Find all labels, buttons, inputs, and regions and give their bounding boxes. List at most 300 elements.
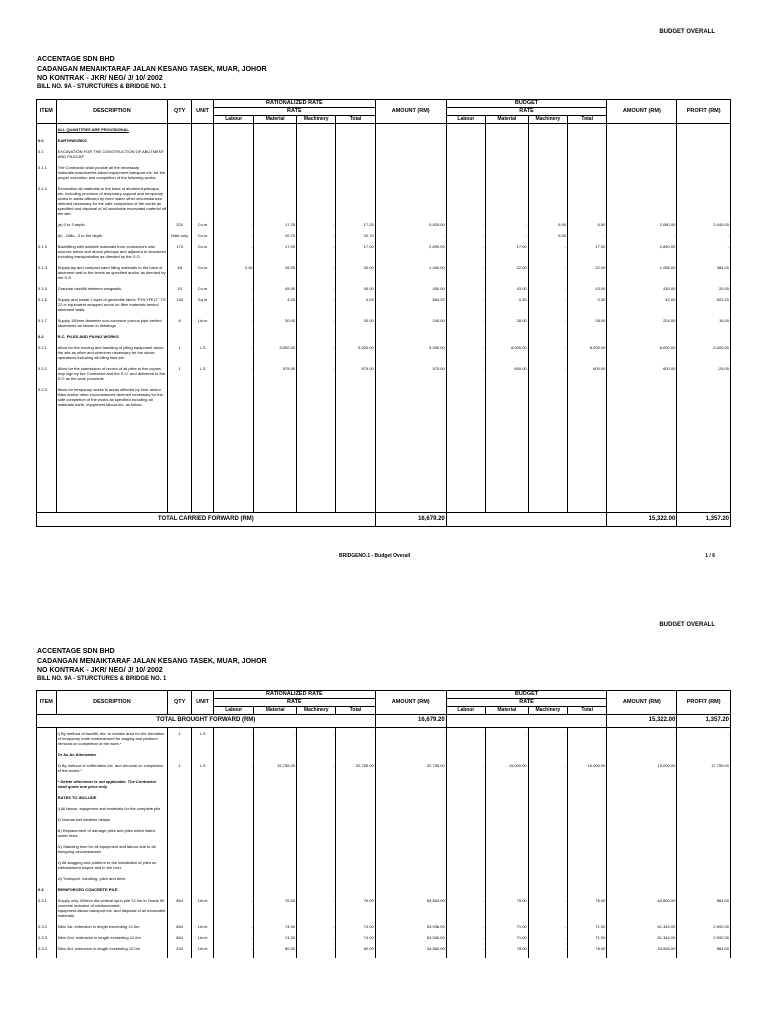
filler-cell: [567, 410, 606, 512]
item-amount: [375, 183, 446, 219]
col-material: Material: [254, 115, 297, 123]
item-unit: [192, 873, 214, 884]
budget-labour: [446, 814, 485, 825]
item-amount: 240.00: [375, 315, 446, 331]
rate-labour: 3.10: [214, 262, 254, 283]
item-profit: [677, 749, 731, 760]
budget-total: 43.00: [567, 283, 606, 294]
budget-material: [486, 873, 529, 884]
table-row: [37, 262, 731, 283]
budget-total: [567, 873, 606, 884]
rate-machinery: [297, 162, 336, 183]
table-row: [37, 294, 731, 315]
item-amount: -: [375, 727, 446, 749]
table-row: [37, 792, 731, 803]
budget-material: 28.00: [486, 315, 529, 331]
rate-labour: [214, 841, 254, 857]
col-total: Total: [336, 706, 375, 714]
rate-labour: [214, 135, 254, 146]
rate-machinery: -: [297, 342, 336, 363]
item-number: [37, 219, 57, 230]
rate-total: 74.00: [336, 932, 375, 943]
table-row: [37, 895, 731, 921]
item-profit: 384.00: [677, 262, 731, 283]
budget-material: [486, 135, 529, 146]
rate-material: 17.25: [254, 219, 297, 230]
item-amount: [375, 873, 446, 884]
table-row: [37, 384, 731, 410]
rate-machinery: [297, 776, 336, 792]
budget-material: [486, 146, 529, 162]
item-profit: 864.00: [677, 895, 731, 921]
rate-material: [254, 776, 297, 792]
filler-cell: [297, 954, 336, 958]
budget-machinery: [528, 841, 567, 857]
item-description: EARTHWORKS: [56, 135, 167, 146]
col-budget: BUDGET: [446, 100, 607, 108]
budget-machinery: [528, 384, 567, 410]
item-number: 0.1.5: [37, 283, 57, 294]
item-amount: -: [375, 230, 446, 241]
item-unit: Lin.m: [192, 932, 214, 943]
rate-material: [254, 825, 297, 841]
budget-labour: -: [446, 262, 485, 283]
rate-labour: [214, 814, 254, 825]
item-number: 0.2.1: [37, 342, 57, 363]
rate-machinery: -: [297, 219, 336, 230]
budget-amount: 224.00: [607, 315, 677, 331]
budget-total: 0.30: [567, 294, 606, 315]
item-number: 0.3.3: [37, 932, 57, 943]
rate-machinery: [297, 825, 336, 841]
item-profit: [677, 814, 731, 825]
table-row: [37, 873, 731, 884]
item-description: RATES TO INCLUDE: [56, 792, 167, 803]
filler-cell: [607, 954, 677, 958]
rate-material: 74.00: [254, 921, 297, 932]
item-amount: [375, 162, 446, 183]
rate-machinery: -: [297, 932, 336, 943]
item-unit: L.S: [192, 727, 214, 749]
budget-total: 71.00: [567, 921, 606, 932]
rate-material: [254, 162, 297, 183]
item-unit: L.S: [192, 760, 214, 776]
col-rate: RATE: [214, 698, 376, 706]
col-profit: PROFIT (RM): [677, 100, 731, 124]
col-machinery: Machinery: [297, 115, 336, 123]
table-filler-row: [37, 410, 731, 512]
table-row: [37, 921, 731, 932]
item-qty: 1: [168, 760, 192, 776]
budget-total: -: [567, 727, 606, 749]
filler-cell: [168, 410, 192, 512]
rate-total: [336, 146, 375, 162]
item-amount: 34,560.00: [375, 943, 446, 954]
item-qty: 864: [168, 895, 192, 921]
item-profit: 20.00: [677, 283, 731, 294]
rate-machinery: [297, 384, 336, 410]
item-description: iii) Replacement of damage piles and piles which failed under tests: [56, 825, 167, 841]
rate-material: 45.00: [254, 283, 297, 294]
budget-labour: [446, 123, 485, 135]
item-description: Allow for the moving and handling of piling equipment about the site as often and wherever necessary for the whole operations including all idling time,etc.: [56, 342, 167, 363]
item-qty: 8: [168, 315, 192, 331]
col-budget-machinery: Machinery: [528, 706, 567, 714]
budget-total: 78.00: [567, 943, 606, 954]
item-description: The Contractor shall provide all the necessary materials,machineries,labour,equipment,transport etc. for the proper execution and completion of the following works:: [56, 162, 167, 183]
item-profit: [677, 123, 731, 135]
rate-total: 4.03: [336, 294, 375, 315]
item-profit: [677, 384, 731, 410]
item-description: Allow for temporary works in areas affected by river and/or tides and/or other circumstances deemed necessary for the safe completion of the works as specified,including all materials earth, equipment,labour,etc. as follow:: [56, 384, 167, 410]
budget-amount: [607, 873, 677, 884]
item-description: Supply,lay and compact sand filling materials to the back of abutment wall to the levels as specified and/or as directed by the S.O: [56, 262, 167, 283]
budget-machinery: [528, 814, 567, 825]
item-profit: [677, 146, 731, 162]
item-profit: 17,755.00: [677, 760, 731, 776]
item-number: 0.2: [37, 331, 57, 342]
item-unit: Cu.m: [192, 230, 214, 241]
budget-total: [567, 814, 606, 825]
item-unit: [192, 841, 214, 857]
budget-total: 15,000.00: [567, 760, 606, 776]
item-unit: Cu.m: [192, 241, 214, 262]
rate-labour: [214, 384, 254, 410]
table-row: [37, 123, 731, 135]
item-qty: 140: [168, 294, 192, 315]
item-unit: Lin.m: [192, 921, 214, 932]
item-qty: [168, 162, 192, 183]
budget-labour: -: [446, 895, 485, 921]
item-profit: -: [677, 230, 731, 241]
budget-machinery: -: [528, 943, 567, 954]
filler-cell: [336, 954, 375, 958]
budget-labour: [446, 384, 485, 410]
page-label: BUDGET OVERALL: [659, 29, 715, 35]
rate-machinery: -: [297, 895, 336, 921]
filler-cell: [375, 410, 446, 512]
budget-machinery: [528, 884, 567, 895]
table-row: [37, 825, 731, 841]
rate-total: [336, 803, 375, 814]
budget-machinery: [528, 162, 567, 183]
company-name: ACCENTAGE SDN BHD: [37, 648, 115, 655]
item-description: Excavation all materials to the base of abutment,pilecaps, etc. including provision of temporary support and temporary works in areas affected by river/ water other circumstances deemed necessary for the safe completion of the works as specified and disposal of all unsuitable excavated material off the site.: [56, 183, 167, 219]
item-number: 0.2.2: [37, 363, 57, 384]
item-number: [37, 760, 57, 776]
item-number: [37, 727, 57, 749]
rate-material: 80.00: [254, 943, 297, 954]
item-qty: [168, 776, 192, 792]
budget-labour: [446, 331, 485, 342]
rate-labour: -: [214, 219, 254, 230]
rate-labour: [214, 123, 254, 135]
budget-amount: 64,800.00: [607, 895, 677, 921]
item-unit: [192, 162, 214, 183]
budget-material: 71.00: [486, 921, 529, 932]
filler-cell: [168, 954, 192, 958]
rate-machinery: -: [297, 283, 336, 294]
budget-machinery: [528, 825, 567, 841]
item-profit: 864.00: [677, 943, 731, 954]
budget-amount: [607, 749, 677, 760]
rate-material: 4.03: [254, 294, 297, 315]
budget-amount: 600.00: [607, 363, 677, 384]
budget-machinery: -: [528, 760, 567, 776]
item-amount: 564.20: [375, 294, 446, 315]
item-profit: 3,440.00: [677, 219, 731, 230]
budget-total: [567, 183, 606, 219]
item-qty: [168, 884, 192, 895]
item-unit: L.S: [192, 363, 214, 384]
rate-machinery: -: [297, 943, 336, 954]
bill-number: BILL NO. 9A - STURCTURES & BRIDGE NO. 1: [37, 84, 167, 90]
rate-machinery: -: [297, 727, 336, 749]
budget-labour: -: [446, 932, 485, 943]
bq-table: [36, 690, 731, 958]
rate-material: [254, 123, 297, 135]
project-title: CADANGAN MENAIKTARAF JALAN KESANG TASEK, MUAR, JOHOR: [37, 66, 267, 73]
rate-material: [254, 135, 297, 146]
item-amount: 63,936.00: [375, 932, 446, 943]
rate-machinery: [297, 123, 336, 135]
budget-material: [486, 884, 529, 895]
table-row: [37, 760, 731, 776]
budget-machinery: -: [528, 283, 567, 294]
item-amount: 2,890.00: [375, 241, 446, 262]
budget-material: 15,000.00: [486, 760, 529, 776]
rate-machinery: [297, 146, 336, 162]
rate-machinery: -: [297, 241, 336, 262]
item-unit: Lin.m: [192, 315, 214, 331]
item-number: 0.1.4: [37, 262, 57, 283]
rate-material: [254, 183, 297, 219]
bf-amount: 16,679.20: [375, 714, 446, 727]
item-unit: [192, 776, 214, 792]
col-budget-amount: AMOUNT (RM): [607, 100, 677, 124]
item-qty: 170: [168, 241, 192, 262]
rate-total: [336, 884, 375, 895]
rate-total: 17.25: [336, 219, 375, 230]
item-number: 0.3.1: [37, 895, 57, 921]
col-profit: PROFIT (RM): [677, 691, 731, 715]
item-qty: [168, 183, 192, 219]
item-qty: [168, 792, 192, 803]
rate-material: 20.70: [254, 230, 297, 241]
budget-total: [567, 857, 606, 873]
item-number: 0.3: [37, 884, 57, 895]
rate-machinery: -: [297, 760, 336, 776]
budget-material: [486, 814, 529, 825]
item-number: [37, 792, 57, 803]
budget-machinery: [528, 331, 567, 342]
rate-material: [254, 814, 297, 825]
item-description: Supply and install 1 layer of geotextile fabric "POLYFELT" TS 22 or equivalent wrapped round on filter materials behind abutment walls.: [56, 294, 167, 315]
budget-amount: [607, 803, 677, 814]
budget-labour: -: [446, 283, 485, 294]
total-brought-forward-row: [37, 714, 731, 727]
budget-labour: [446, 183, 485, 219]
item-unit: L.S: [192, 342, 214, 363]
budget-amount: 61,344.00: [607, 921, 677, 932]
item-number: [37, 814, 57, 825]
item-qty: [168, 135, 192, 146]
item-qty: 864: [168, 932, 192, 943]
item-description: Allow for the submission of record of all piles in five copies duly sign by the Contractor and the S.O. and delivered to the S.O as the work proceeds: [56, 363, 167, 384]
rate-machinery: [297, 814, 336, 825]
filler-cell: [214, 410, 254, 512]
filler-cell: [677, 954, 731, 958]
page-label: BUDGET OVERALL: [659, 622, 715, 628]
budget-amount: [607, 183, 677, 219]
item-number: 0.1.2: [37, 183, 57, 219]
budget-amount: [607, 135, 677, 146]
filler-cell: [37, 954, 57, 958]
budget-labour: [446, 841, 485, 857]
budget-total: 28.00: [567, 315, 606, 331]
budget-material: [486, 331, 529, 342]
rate-material: [254, 841, 297, 857]
rate-material: [254, 749, 297, 760]
item-profit: [677, 135, 731, 146]
rate-machinery: [297, 857, 336, 873]
item-description: (b) - Ditto - 3 to 5m depth: [56, 230, 167, 241]
budget-machinery: [528, 146, 567, 162]
item-qty: [168, 825, 192, 841]
table-row: [37, 331, 731, 342]
rate-labour: [214, 146, 254, 162]
item-amount: [375, 749, 446, 760]
budget-labour: -: [446, 943, 485, 954]
item-profit: 16.00: [677, 315, 731, 331]
rate-total: [336, 792, 375, 803]
budget-labour: [446, 857, 485, 873]
item-amount: [375, 814, 446, 825]
item-amount: 1,440.00: [375, 262, 446, 283]
rate-labour: -: [214, 932, 254, 943]
item-qty: 10: [168, 283, 192, 294]
budget-amount: 42.00: [607, 294, 677, 315]
rate-labour: -: [214, 760, 254, 776]
col-budget-material: Material: [486, 706, 529, 714]
item-description: Ditto 2nd. extension in length exceeding 12.0m: [56, 932, 167, 943]
rate-total: 20.70: [336, 230, 375, 241]
item-unit: [192, 146, 214, 162]
rate-total: 80.00: [336, 943, 375, 954]
bq-total-table: [36, 512, 731, 527]
item-unit: [192, 825, 214, 841]
budget-amount: 15,000.00: [607, 760, 677, 776]
rate-machinery: -: [297, 230, 336, 241]
item-profit: -3,000.00: [677, 342, 731, 363]
item-amount: [375, 123, 446, 135]
budget-total: [567, 146, 606, 162]
rate-machinery: [297, 135, 336, 146]
budget-total: [567, 825, 606, 841]
item-amount: [375, 803, 446, 814]
item-amount: [375, 384, 446, 410]
item-unit: [192, 792, 214, 803]
item-unit: Cu.m: [192, 283, 214, 294]
table-row: [37, 884, 731, 895]
budget-total: 75.00: [567, 895, 606, 921]
budget-labour: -: [446, 219, 485, 230]
item-number: [37, 230, 57, 241]
rate-material: [254, 803, 297, 814]
total-profit: 1,357.20: [677, 513, 731, 527]
item-profit: 2,592.00: [677, 921, 731, 932]
col-budget-total: Total: [567, 706, 606, 714]
budget-machinery: [528, 873, 567, 884]
filler-cell: [486, 954, 529, 958]
bf-profit: 1,357.20: [677, 714, 731, 727]
budget-material: 600.00: [486, 363, 529, 384]
item-amount: 575.00: [375, 363, 446, 384]
total-amount: 16,679.20: [375, 513, 446, 527]
rate-labour: [214, 884, 254, 895]
rate-total: 575.00: [336, 363, 375, 384]
filler-cell: [56, 410, 167, 512]
item-unit: Lin.m: [192, 895, 214, 921]
item-description: Supply only 400mm dia vertical spun pile 12.0m in Grade 50 concrete inclusive of reinforcement, equipment,labour,transport,etc. and disposal of all excavated materials.: [56, 895, 167, 921]
rate-total: 30.00: [336, 262, 375, 283]
rate-material: -: [254, 727, 297, 749]
rate-machinery: [297, 841, 336, 857]
budget-labour: -: [446, 921, 485, 932]
item-profit: [677, 776, 731, 792]
item-number: [37, 857, 57, 873]
item-qty: Rate only: [168, 230, 192, 241]
item-description: Or As An Alternative: [56, 749, 167, 760]
item-qty: [168, 803, 192, 814]
budget-amount: [607, 825, 677, 841]
item-number: [37, 776, 57, 792]
item-profit: 522.20: [677, 294, 731, 315]
item-unit: Sq.m: [192, 294, 214, 315]
rate-machinery: -: [297, 294, 336, 315]
budget-machinery: [528, 803, 567, 814]
bq-page-2: [0, 612, 768, 1024]
rate-material: 32,755.00: [254, 760, 297, 776]
filler-cell: [336, 410, 375, 512]
col-budget-labour: Labour: [446, 706, 485, 714]
budget-labour: -: [446, 363, 485, 384]
rate-labour: -: [214, 294, 254, 315]
filler-cell: [677, 410, 731, 512]
filler-cell: [446, 954, 485, 958]
col-description: DESCRIPTION: [56, 691, 167, 715]
item-qty: [168, 123, 192, 135]
rate-labour: -: [214, 895, 254, 921]
item-profit: -: [677, 727, 731, 749]
rate-labour: [214, 331, 254, 342]
item-profit: [677, 884, 731, 895]
rate-material: 5,000.00: [254, 342, 297, 363]
item-amount: 65,664.00: [375, 895, 446, 921]
item-unit: [192, 123, 214, 135]
item-description: Backfilling with suitable materials from contractor's own sources below and above pilecaps and adjacent to structures including transportation as directed by the S.O: [56, 241, 167, 262]
item-unit: [192, 331, 214, 342]
rate-material: [254, 884, 297, 895]
budget-machinery: -: [528, 315, 567, 331]
item-profit: [677, 331, 731, 342]
rate-machinery: [297, 792, 336, 803]
rate-total: [336, 183, 375, 219]
budget-labour: [446, 135, 485, 146]
col-budget-rate: RATE: [446, 698, 607, 706]
budget-total: [567, 884, 606, 895]
budget-material: [486, 749, 529, 760]
